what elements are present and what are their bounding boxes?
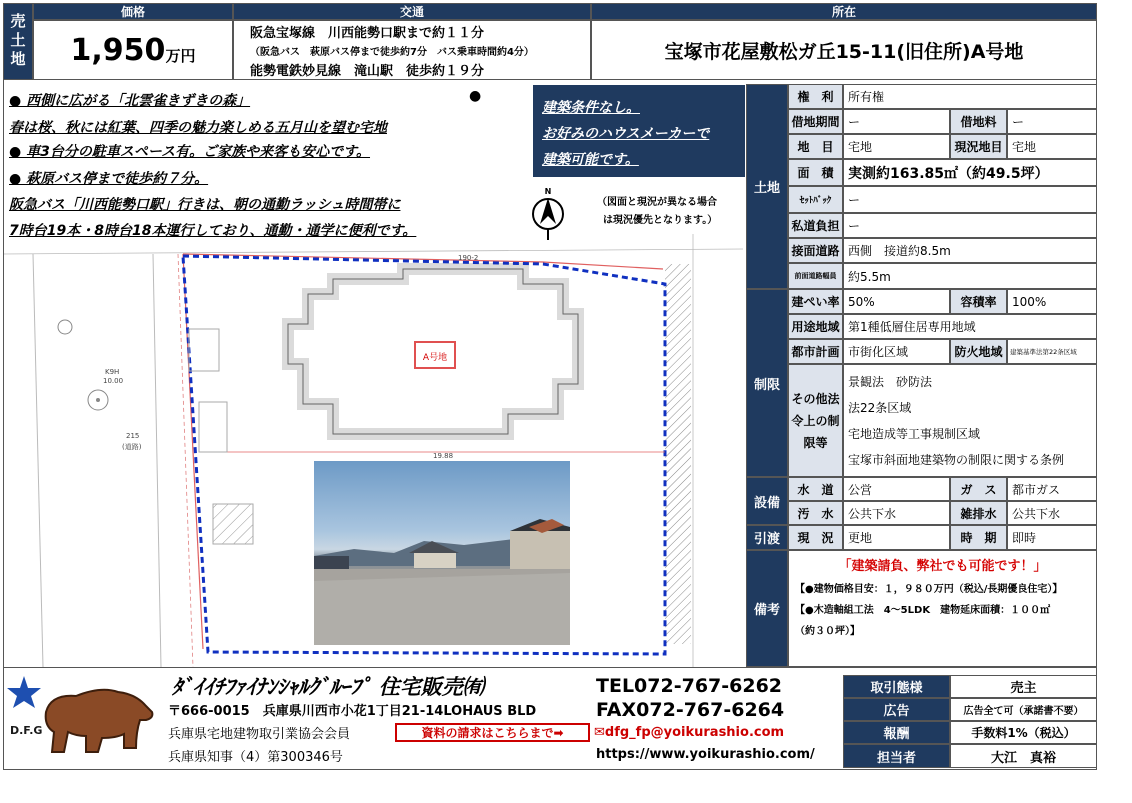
zoning-label: 用途地域	[788, 314, 843, 339]
fax-number: FAX072-767-6264	[596, 699, 785, 721]
price-header: 価格	[33, 3, 233, 20]
tel-number[interactable]: TEL072-767-6262	[596, 675, 783, 697]
far-value: 100%	[1007, 289, 1097, 314]
city-plan-label: 都市計画	[788, 339, 843, 364]
drain-label: 雑排水	[950, 501, 1007, 525]
site-photo	[314, 461, 570, 645]
remarks-line-1: 【●建物価格目安：１，９８０万円（税込/長期優良住宅）】	[795, 584, 1063, 595]
rights-label: 権 利	[788, 84, 843, 109]
location-box	[591, 20, 1097, 80]
request-banner[interactable]: 資料の請求はこちらまで➡	[395, 723, 590, 742]
remarks-section-label: 備考	[746, 550, 788, 667]
feature-line-5: 阪急バス「川西能勢口駅」行きは、朝の通勤ラッシュ時間帯に	[9, 197, 401, 213]
lease-period-label: 借地期間	[788, 109, 843, 134]
ad-label: 広告	[843, 698, 950, 721]
private-road-label: 私道負担	[788, 213, 843, 238]
gas-label: ガ ス	[950, 477, 1007, 501]
transport-header: 交通	[233, 3, 591, 20]
compass-icon	[528, 186, 568, 242]
callout-line-1: 建築条件なし。	[542, 100, 640, 116]
water-label: 水 道	[788, 477, 843, 501]
road-sub: (道路)	[122, 443, 142, 451]
photo-scene	[314, 461, 570, 645]
handover-section-label: 引渡	[746, 525, 788, 550]
setback-label: ｾｯﾄﾊﾞｯｸ	[788, 186, 843, 213]
area-label: 面 積	[788, 159, 843, 186]
staff-value: 大江 真裕	[950, 744, 1097, 768]
road-width-label: 前面道路幅員	[788, 263, 843, 289]
feature-bullet-extra: ●	[469, 88, 482, 104]
road-width-value: 約5.5m	[843, 263, 1097, 289]
category-value: 宅地	[843, 134, 950, 159]
current-category-value: 宅地	[1007, 134, 1097, 159]
road-number: 215	[126, 432, 140, 440]
feature-line-6: 7時台19本・8時台18本運行しており、通勤・通学に便利です。	[9, 223, 417, 239]
far-label: 容積率	[950, 289, 1007, 314]
deal-type-label: 取引態様	[843, 675, 950, 698]
remarks-line-2: 【●木造軸組工法 4～5LDK 建物延床面積：１００㎡	[795, 605, 1051, 616]
remarks-headline: 「建築請負、弊社でも可能です！」	[838, 559, 1047, 574]
license-text: 兵庫県知事（4）第300346号	[168, 750, 343, 765]
feature-line-2: 春は桜、秋には紅葉、四季の魅力楽しめる五月山を望む宅地	[9, 120, 387, 136]
lease-fee-label: 借地料	[950, 109, 1007, 134]
price-value: 1,950	[70, 32, 166, 68]
company-address: 〒666-0015 兵庫県川西市小花1丁目21-14LOHAUS BLD	[168, 704, 537, 719]
sewage-label: 汚 水	[788, 501, 843, 525]
land-section-label: 土地	[746, 84, 788, 289]
type-label-box	[3, 3, 33, 80]
timing-label: 時 期	[950, 525, 1007, 550]
mid-dim-label: 19.88	[433, 452, 454, 460]
k-label: K9H	[105, 368, 120, 376]
road-contact-label: 接面道路	[788, 238, 843, 263]
building-condition-callout	[533, 85, 745, 177]
rights-value: 所有権	[843, 84, 1097, 109]
company-logo	[6, 672, 156, 766]
feature-line-3: ● 車3台分の駐車スペース有。ご家族や来客も安心です。	[9, 144, 371, 160]
facilities-section-label: 設備	[746, 477, 788, 525]
transport-line-1: 阪急宝塚線 川西能勢口駅まで約１１分	[250, 25, 485, 41]
other-restrictions-label	[788, 364, 843, 477]
map-note-line-2: は現況優先となります。）	[603, 215, 718, 226]
transport-line-3: 能勢電鉄妙見線 滝山駅 徒歩約１９分	[250, 63, 485, 79]
status-label: 現 況	[788, 525, 843, 550]
sewage-value: 公共下水	[843, 501, 950, 525]
lot-label: A号地	[422, 353, 448, 363]
staff-label: 担当者	[843, 744, 950, 768]
lease-period-value: ー	[843, 109, 950, 134]
callout-line-2: お好みのハウスメーカーで	[542, 126, 710, 142]
association-text: 兵庫県宅地建物取引業協会会員	[168, 727, 351, 742]
timing-value: 即時	[1007, 525, 1097, 550]
drain-value: 公共下水	[1007, 501, 1097, 525]
restrictions-section-label: 制限	[746, 289, 788, 477]
price-unit: 万円	[165, 46, 196, 65]
other-restriction-4: 宝塚市斜面地建築物の制限に関する条例	[848, 452, 1065, 467]
compass-label: N	[544, 187, 552, 196]
other-restriction-1: 景観法 砂防法	[848, 375, 933, 390]
fee-label: 報酬	[843, 721, 950, 744]
current-category-label: 現況地目	[950, 134, 1007, 159]
map-note	[597, 194, 745, 230]
zoning-value: 第1種低層住居専用地域	[843, 314, 1097, 339]
ad-value: 広告全て可（承諾書不要）	[950, 698, 1097, 721]
feature-line-4: ● 萩原バス停まで徒歩約７分。	[9, 171, 209, 187]
company-name: ﾀﾞｲｲﾁﾌｧｲﾅﾝｼｬﾙｸﾞﾙｰﾌﾟ 住宅販売㈲	[172, 675, 484, 699]
k-value: 10.00	[103, 377, 124, 385]
city-plan-value: 市街化区域	[843, 339, 950, 364]
email-link[interactable]: ✉dfg_fp@yoikurashio.com	[594, 725, 785, 740]
deal-type-value: 売主	[950, 675, 1097, 698]
callout-line-3: 建築可能です。	[542, 152, 639, 168]
remarks-line-3: （約３０坪）】	[795, 626, 860, 637]
fire-value: 建築基準法第22条区域	[1007, 339, 1097, 364]
other-restriction-2: 法22条区域	[848, 401, 912, 416]
top-dim-label: 190-2	[458, 254, 479, 262]
coverage-label: 建ぺい率	[788, 289, 843, 314]
type-label: 売土地	[8, 13, 27, 70]
lease-fee-value: ー	[1007, 109, 1097, 134]
gas-value: 都市ガス	[1007, 477, 1097, 501]
other-restriction-3: 宅地造成等工事規制区域	[848, 426, 981, 441]
location-value: 宝塚市花屋敷松ガ丘15-11(旧住所)A号地	[664, 40, 1024, 63]
remarks-box	[788, 550, 1097, 667]
status-value: 更地	[843, 525, 950, 550]
private-road-value: ー	[843, 213, 1097, 238]
transport-box	[233, 20, 591, 80]
logo-text: D.F.G	[10, 724, 43, 737]
setback-value: ー	[843, 186, 1097, 213]
road-contact-value: 西側 接道約8.5m	[843, 238, 1097, 263]
map-area	[3, 84, 746, 667]
north-compass	[528, 186, 568, 242]
price-box	[33, 20, 233, 80]
map-note-line-1: （図面と現況が異なる場合	[597, 197, 717, 208]
fee-value: 手数料1%（税込）	[950, 721, 1097, 744]
coverage-value: 50%	[843, 289, 950, 314]
transport-line-2: （阪急バス 萩原バス停まで徒歩約7分 バス乗車時間約4分）	[250, 46, 534, 58]
location-header: 所在	[591, 3, 1097, 20]
website-link[interactable]: https://www.yoikurashio.com/	[596, 747, 815, 762]
other-restrictions-text: その他法令上の制限等	[791, 391, 840, 450]
other-restrictions-values	[843, 364, 1097, 477]
fire-label: 防火地域	[950, 339, 1007, 364]
feature-line-1: ● 西側に広がる「北雲雀きずきの森」	[9, 93, 251, 109]
category-label: 地 目	[788, 134, 843, 159]
area-value: 実測約163.85㎡（約49.5坪）	[843, 159, 1097, 186]
bear-logo-icon	[6, 672, 156, 766]
water-value: 公営	[843, 477, 950, 501]
